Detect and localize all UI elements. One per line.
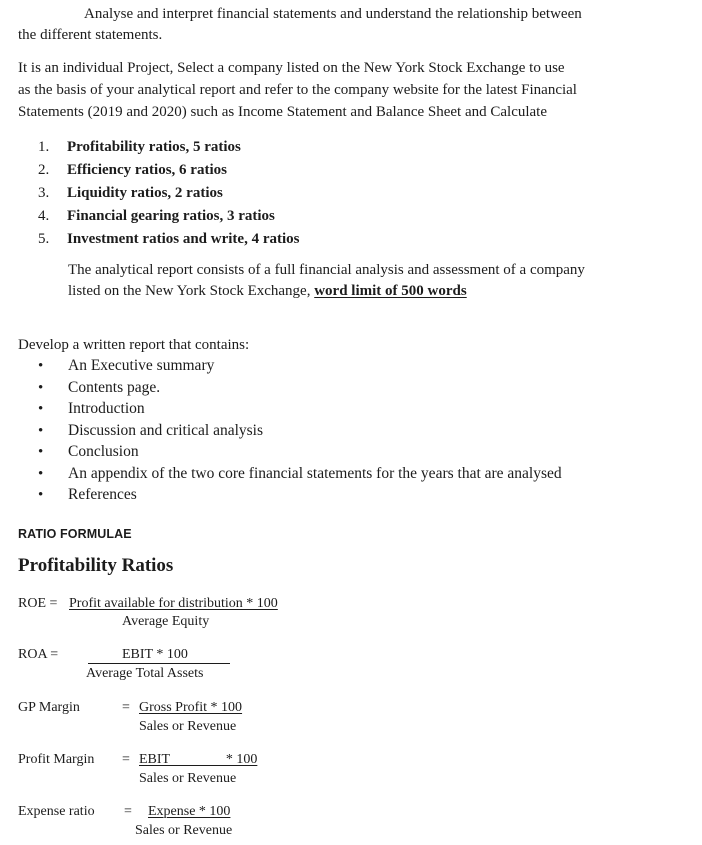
- roa-denominator: Average Total Assets: [86, 666, 204, 681]
- list-item: • An appendix of the two core financial statements for the years that are analysed: [38, 464, 562, 482]
- project-line-2: as the basis of your analytical report and refer to the company website for the latest Financial: [18, 82, 577, 98]
- intro-line-1: Analyse and interpret financial statements and understand the relationship between: [84, 6, 582, 22]
- roe-denominator: Average Equity: [122, 614, 210, 629]
- ratio-formulae-heading: RATIO FORMULAE: [18, 527, 132, 541]
- list-item: • References: [38, 486, 137, 503]
- analytical-line-1: The analytical report consists of a full financial analysis and assessment of a company: [68, 262, 585, 278]
- word-limit: word limit of 500 words: [314, 283, 467, 299]
- list-item: • Conclusion: [38, 443, 139, 460]
- report-intro: Develop a written report that contains:: [18, 337, 250, 353]
- expense-ratio-eq: =: [124, 804, 132, 819]
- intro-line-2: the different statements.: [18, 27, 163, 43]
- roe-label: ROE =: [18, 596, 58, 611]
- list-item: 5. Investment ratios and write, 4 ratios: [38, 231, 300, 247]
- gp-margin-numerator: Gross Profit * 100: [139, 700, 243, 715]
- profit-margin-denominator: Sales or Revenue: [139, 771, 237, 786]
- list-item: 4. Financial gearing ratios, 3 ratios: [38, 208, 275, 224]
- gp-margin-eq: =: [122, 700, 130, 715]
- analytical-line-2: [68, 283, 467, 300]
- roa-label: ROA =: [18, 647, 59, 662]
- ratios-list: [38, 137, 299, 252]
- list-item: 1. Profitability ratios, 5 ratios: [38, 139, 241, 155]
- roa-fraction-bar: [88, 663, 230, 664]
- profit-margin-numerator: EBIT * 100: [139, 752, 258, 767]
- list-item: • Discussion and critical analysis: [38, 421, 263, 439]
- list-item: 2. Efficiency ratios, 6 ratios: [38, 162, 227, 178]
- list-item: • Introduction: [38, 400, 145, 417]
- report-contents-list: [38, 356, 562, 507]
- list-item: • An Executive summary: [38, 357, 215, 374]
- roa-numerator: EBIT * 100: [122, 647, 188, 662]
- list-item: 3. Liquidity ratios, 2 ratios: [38, 185, 223, 201]
- project-line-1: It is an individual Project, Select a company listed on the New York Stock Exchange to use: [18, 60, 565, 76]
- profit-margin-label: Profit Margin: [18, 752, 95, 767]
- list-item: • Contents page.: [38, 378, 161, 396]
- gp-margin-denominator: Sales or Revenue: [139, 719, 237, 734]
- expense-ratio-numerator: Expense * 100: [148, 804, 231, 819]
- profit-margin-eq: =: [122, 752, 130, 767]
- gp-margin-label: GP Margin: [18, 700, 80, 715]
- analytical-prefix: listed on the New York Stock Exchange,: [68, 283, 315, 299]
- project-line-3: Statements (2019 and 2020) such as Income Statement and Balance Sheet and Calculate: [18, 104, 548, 120]
- expense-ratio-label: Expense ratio: [18, 804, 95, 819]
- profitability-heading: Profitability Ratios: [18, 555, 174, 576]
- expense-ratio-denominator: Sales or Revenue: [135, 823, 233, 838]
- roe-numerator: Profit available for distribution * 100: [69, 596, 278, 611]
